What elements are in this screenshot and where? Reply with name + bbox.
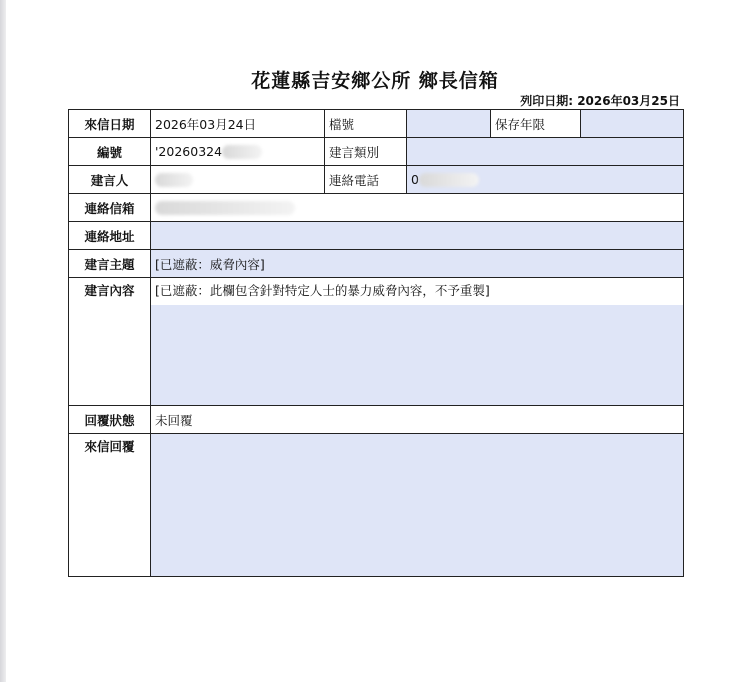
category-value: [407, 138, 684, 166]
submitter-cell: [151, 166, 325, 194]
reply-value: [151, 434, 683, 576]
email-label: 連絡信箱: [69, 194, 151, 222]
reply-status-value: 未回覆: [151, 406, 684, 434]
email-cell: [151, 194, 684, 222]
serial-no-cell: [151, 138, 325, 166]
phone-cell: [407, 166, 684, 194]
blurred-region: [222, 145, 262, 159]
row-reply: [69, 434, 684, 577]
serial-no-value: '20260324: [155, 143, 223, 159]
blurred-region: [419, 173, 479, 187]
received-date-value: 2026年03月24日: [151, 110, 325, 138]
row-email: [69, 194, 684, 222]
phone-value: 0: [411, 171, 419, 187]
reply-label: 來信回覆: [69, 434, 151, 577]
category-label: 建言類別: [325, 138, 407, 166]
page-edge: [0, 0, 6, 682]
file-no-value: [407, 110, 491, 138]
row-submitter: [69, 166, 684, 194]
content-value: [已遮蔽：此欄包含針對特定人士的暴力威脅內容，不予重製]: [151, 278, 683, 305]
reply-cell: [151, 434, 684, 577]
mailbox-form: [68, 109, 684, 577]
content-label: 建言內容: [69, 278, 151, 406]
address-value: [151, 222, 684, 250]
retention-label: 保存年限: [491, 110, 581, 138]
row-address: [69, 222, 684, 250]
content-cell: [151, 278, 684, 406]
address-label: 連絡地址: [69, 222, 151, 250]
row-content: [69, 278, 684, 406]
row-reply-status: [69, 406, 684, 434]
serial-no-label: 編號: [69, 138, 151, 166]
blurred-region: [155, 201, 295, 215]
subject-label: 建言主題: [69, 250, 151, 278]
print-date-label: 列印日期:: [520, 94, 573, 108]
blurred-region: [155, 173, 193, 187]
phone-label: 連絡電話: [325, 166, 407, 194]
submitter-label: 建言人: [69, 166, 151, 194]
content-fill: [151, 305, 683, 405]
page-title: 花蓮縣吉安鄉公所 鄉長信箱: [251, 70, 499, 92]
retention-value: [581, 110, 684, 138]
file-no-label: 檔號: [325, 110, 407, 138]
print-date: [520, 92, 680, 109]
row-received-date: [69, 110, 684, 138]
print-date-value: 2026年03月25日: [577, 94, 680, 108]
row-serial-no: [69, 138, 684, 166]
subject-value: [已遮蔽：威脅內容]: [151, 250, 684, 278]
received-date-label: 來信日期: [69, 110, 151, 138]
reply-status-label: 回覆狀態: [69, 406, 151, 434]
row-subject: [69, 250, 684, 278]
